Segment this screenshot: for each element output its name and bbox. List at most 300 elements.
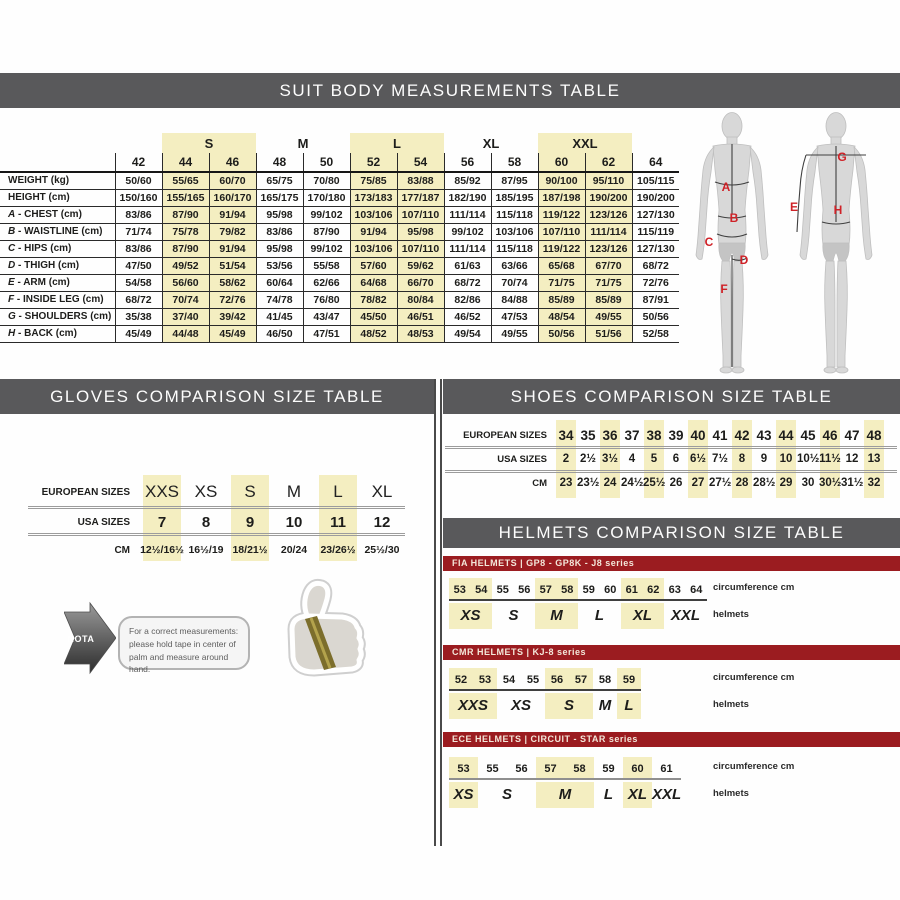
front-figure	[696, 113, 768, 374]
table-row	[0, 537, 404, 563]
row-separator	[445, 470, 897, 473]
table-cell: 45	[800, 427, 816, 443]
table-row	[0, 257, 679, 274]
table-cell: 115/118	[491, 240, 538, 257]
row-letter: H	[8, 328, 16, 339]
table-cell: 119/122	[538, 240, 585, 257]
helmet-size-value: XS	[510, 697, 531, 714]
table-cell: 12½/16½	[140, 544, 184, 556]
circumference-value: 59	[602, 763, 615, 775]
helmet-size-value: S	[545, 693, 593, 719]
table-cell: 107/110	[397, 240, 444, 257]
ruler-line	[449, 599, 707, 601]
table-cell: 182/190	[444, 189, 491, 206]
suit-table-title: SUIT BODY MEASUREMENTS TABLE	[0, 73, 900, 108]
circumference-row-label: circumference cm	[713, 582, 795, 593]
table-cell: 23/26½	[320, 544, 356, 556]
column-header: 52	[350, 153, 397, 172]
table-cell: 107/110	[538, 223, 585, 240]
circumference-row-label: circumference cm	[713, 672, 795, 683]
column-header: 42	[115, 153, 162, 172]
table-cell: 173/183	[350, 189, 397, 206]
table-cell: 87/90	[162, 240, 209, 257]
table-cell: 50/56	[632, 308, 679, 325]
column-header: 64	[632, 153, 679, 172]
row-label: EUROPEAN SIZES	[463, 429, 547, 441]
table-cell: 50/56	[538, 325, 585, 342]
size-group-header: XXL	[538, 133, 632, 153]
helmet-size-grid	[449, 668, 641, 720]
column-header: 50	[303, 153, 350, 172]
table-cell: 27½	[709, 477, 732, 489]
table-cell: 40	[690, 427, 706, 443]
table-cell: 74/78	[256, 291, 303, 308]
table-cell: 23	[559, 477, 573, 489]
circumference-value: 52	[449, 668, 473, 689]
measure-letter-hips: C	[704, 235, 714, 249]
column-header: 56	[444, 153, 491, 172]
helmet-size-value: M	[598, 697, 612, 714]
size-group-row	[0, 133, 679, 153]
table-cell: 68/72	[444, 274, 491, 291]
table-cell: 41/45	[256, 308, 303, 325]
table-cell: 43	[756, 427, 772, 443]
table-cell: 47/50	[115, 257, 162, 274]
table-cell: 65/68	[538, 257, 585, 274]
table-cell: 56/60	[162, 274, 209, 291]
row-letter: D	[8, 260, 16, 271]
table-cell: 49/52	[162, 257, 209, 274]
table-cell: 79/82	[209, 223, 256, 240]
table-cell: 27	[691, 477, 705, 489]
circumference-value: 58	[565, 757, 594, 778]
table-cell: 6	[672, 453, 680, 465]
table-cell: 67/70	[585, 257, 632, 274]
table-cell: 80/84	[397, 291, 444, 308]
table-row	[0, 172, 679, 189]
circumference-value: 57	[535, 578, 557, 599]
table-row	[0, 189, 679, 206]
column-header: 46	[209, 153, 256, 172]
table-row	[0, 291, 679, 308]
table-cell: 16½/19	[188, 544, 224, 556]
table-cell: M	[286, 482, 302, 501]
helmet-size-value: S	[508, 607, 519, 624]
table-cell: 95/98	[397, 223, 444, 240]
table-cell: 24½	[621, 477, 644, 489]
row-label: USA SIZES	[497, 453, 547, 465]
table-cell: 51/56	[585, 325, 632, 342]
table-cell: 45/49	[115, 325, 162, 342]
helmet-series-band: FIA HELMETS | GP8 - GP8K - J8 series	[443, 556, 900, 571]
table-cell: 111/114	[444, 206, 491, 223]
table-cell: 65/75	[256, 172, 303, 189]
table-cell: 103/106	[491, 223, 538, 240]
table-cell: 85/89	[585, 291, 632, 308]
table-cell: 26	[669, 477, 683, 489]
table-row	[0, 274, 679, 291]
table-cell: 78/82	[350, 291, 397, 308]
table-cell: 8	[201, 513, 211, 531]
table-cell: 99/102	[303, 240, 350, 257]
table-cell: 72/76	[632, 274, 679, 291]
table-cell: 46/50	[256, 325, 303, 342]
row-label: HEIGHT (cm)	[0, 189, 115, 206]
circumference-value: 53	[449, 578, 471, 599]
table-cell: 20/24	[280, 544, 308, 556]
table-cell: 123/126	[585, 206, 632, 223]
circumference-value: 57	[569, 668, 593, 689]
circumference-row-label: circumference cm	[713, 761, 795, 772]
circumference-value: 60	[623, 757, 652, 778]
table-cell: 32	[867, 477, 881, 489]
measure-letter-thigh: D	[739, 253, 749, 267]
measure-letter-arm: E	[789, 200, 799, 214]
helmets-table-title: HELMETS COMPARISON SIZE TABLE	[443, 518, 900, 548]
row-label: USA SIZES	[77, 516, 130, 528]
helmet-size-value: L	[617, 693, 641, 719]
table-cell: 10	[285, 513, 303, 531]
table-cell: 187/198	[538, 189, 585, 206]
table-cell: 85/92	[444, 172, 491, 189]
row-letter: F	[8, 294, 15, 305]
row-label: F - INSIDE LEG (cm)	[0, 291, 115, 308]
table-cell: 190/200	[632, 189, 679, 206]
table-cell: 87/91	[632, 291, 679, 308]
circumference-value: 57	[536, 757, 565, 778]
size-group-header: S	[162, 133, 256, 153]
table-cell: 35/38	[115, 308, 162, 325]
circumference-value: 59	[582, 584, 595, 596]
column-header-row	[0, 153, 679, 172]
table-cell: 39/42	[209, 308, 256, 325]
column-header: 58	[491, 153, 538, 172]
table-cell: 4	[628, 453, 636, 465]
table-cell: 190/200	[585, 189, 632, 206]
table-cell: 44/48	[162, 325, 209, 342]
table-cell: 127/130	[632, 206, 679, 223]
helmet-size-value: L	[594, 607, 605, 624]
circumference-value: 53	[449, 757, 478, 778]
table-cell: 123/126	[585, 240, 632, 257]
circumference-value: 55	[526, 674, 540, 686]
table-cell: 177/187	[397, 189, 444, 206]
size-group-header: M	[297, 135, 309, 151]
table-cell: 60/64	[256, 274, 303, 291]
table-cell: 38	[646, 427, 662, 443]
ruler-line	[449, 689, 641, 691]
table-cell: 57/60	[350, 257, 397, 274]
row-label: CM	[532, 477, 547, 489]
table-cell: 39	[668, 427, 684, 443]
column-header: 54	[397, 153, 444, 172]
table-cell: 70/80	[303, 172, 350, 189]
size-group-header: XL	[482, 135, 500, 151]
table-cell: 103/106	[350, 240, 397, 257]
column-header: 44	[162, 153, 209, 172]
section-divider	[434, 379, 442, 846]
table-cell: 49/54	[444, 325, 491, 342]
table-cell: 48/52	[350, 325, 397, 342]
thumbs-up-hand-icon	[262, 577, 380, 685]
table-cell: 75/85	[350, 172, 397, 189]
row-letter: E	[8, 277, 15, 288]
helmet-size-value: M	[535, 603, 578, 629]
table-cell: 25½/30	[364, 544, 400, 556]
table-cell: 46/51	[397, 308, 444, 325]
table-cell: 127/130	[632, 240, 679, 257]
circumference-value: 56	[545, 668, 569, 689]
spacer-cell	[0, 133, 115, 153]
row-label: G - SHOULDERS (cm)	[0, 308, 115, 325]
column-header: 60	[538, 153, 585, 172]
table-cell: 46/52	[444, 308, 491, 325]
table-row	[0, 240, 679, 257]
row-letter: A	[8, 209, 16, 220]
table-cell: 9	[760, 453, 768, 465]
table-cell: 160/170	[209, 189, 256, 206]
table-cell: S	[244, 482, 256, 501]
table-cell: 28	[735, 477, 749, 489]
measure-letter-inside-leg: F	[720, 282, 728, 296]
table-cell: 70/74	[491, 274, 538, 291]
helmet-size-value: XL	[623, 782, 652, 808]
table-cell: 49/55	[585, 308, 632, 325]
table-cell: 150/160	[115, 189, 162, 206]
table-cell: 91/94	[209, 240, 256, 257]
table-row	[0, 308, 679, 325]
table-cell: 13	[867, 453, 881, 465]
row-label: C - HIPS (cm)	[0, 240, 115, 257]
table-cell: 28½	[753, 477, 776, 489]
table-cell: 25½	[643, 477, 666, 489]
helmet-size-value: XXL	[652, 786, 682, 803]
row-label: WEIGHT (kg)	[0, 172, 115, 189]
table-cell: 95/110	[585, 172, 632, 189]
table-cell: 12	[845, 453, 859, 465]
table-cell: 49/55	[491, 325, 538, 342]
table-cell: 71/75	[538, 274, 585, 291]
table-cell: 68/72	[115, 291, 162, 308]
suit-size-grid	[0, 133, 679, 343]
helmets-row-label: helmets	[713, 788, 749, 799]
table-row	[0, 509, 404, 535]
table-cell: 155/165	[162, 189, 209, 206]
row-label: EUROPEAN SIZES	[41, 486, 130, 498]
table-cell: 2	[562, 453, 570, 465]
table-cell: 70/74	[162, 291, 209, 308]
table-cell: 119/122	[538, 206, 585, 223]
table-cell: 31½	[841, 477, 864, 489]
table-cell: 54/58	[115, 274, 162, 291]
table-cell: 44	[778, 427, 794, 443]
table-cell: 82/86	[444, 291, 491, 308]
table-cell: 51/54	[209, 257, 256, 274]
table-row	[443, 424, 885, 446]
table-row	[0, 206, 679, 223]
table-cell: 91/94	[350, 223, 397, 240]
circumference-value: 58	[557, 578, 579, 599]
circumference-value: 60	[604, 584, 617, 596]
circumference-value: 64	[690, 584, 703, 596]
row-letter: C	[8, 243, 16, 254]
spacer-cell	[632, 133, 679, 153]
table-cell: 10½	[797, 453, 820, 465]
row-label: B - WAISTLINE (cm)	[0, 223, 115, 240]
circumference-value: 55	[496, 584, 509, 596]
table-cell: 76/80	[303, 291, 350, 308]
table-cell: 111/114	[585, 223, 632, 240]
table-cell: 90/100	[538, 172, 585, 189]
table-cell: L	[333, 482, 343, 501]
table-cell: 7	[157, 513, 167, 531]
table-cell: 7½	[712, 453, 728, 465]
table-cell: 53/56	[256, 257, 303, 274]
table-cell: 103/106	[350, 206, 397, 223]
table-cell: 71/75	[585, 274, 632, 291]
table-cell: 46	[822, 427, 838, 443]
helmet-size-value: S	[501, 786, 512, 803]
row-label: E - ARM (cm)	[0, 274, 115, 291]
table-cell: 58/62	[209, 274, 256, 291]
table-cell: 5	[650, 453, 658, 465]
table-cell: 115/119	[632, 223, 679, 240]
helmet-size-grid	[449, 757, 681, 809]
table-cell: 83/86	[115, 206, 162, 223]
table-cell: 47/53	[491, 308, 538, 325]
circumference-value: 61	[660, 763, 673, 775]
nota-tag: NOTA	[67, 634, 95, 644]
table-cell: 83/86	[115, 240, 162, 257]
table-cell: 48/53	[397, 325, 444, 342]
spacer-cell	[0, 153, 115, 172]
table-cell: 45/49	[209, 325, 256, 342]
table-cell: 18/21½	[232, 544, 268, 556]
helmet-size-value: M	[536, 782, 594, 808]
size-group-header: L	[350, 133, 444, 153]
row-letter: G	[8, 311, 16, 322]
table-row	[0, 479, 404, 505]
table-cell: 71/74	[115, 223, 162, 240]
helmet-size-value: XXL	[670, 607, 701, 624]
table-cell: 61/63	[444, 257, 491, 274]
row-label: A - CHEST (cm)	[0, 206, 115, 223]
measure-letter-waist: B	[729, 211, 739, 225]
table-cell: 35	[580, 427, 596, 443]
circumference-value: 55	[486, 763, 499, 775]
helmet-size-value: XL	[621, 603, 664, 629]
circumference-value: 56	[515, 763, 528, 775]
table-cell: 10	[779, 453, 793, 465]
table-cell: 23½	[577, 477, 600, 489]
table-cell: 95/98	[256, 206, 303, 223]
body-measurement-figures	[684, 110, 896, 378]
helmet-size-value: XS	[449, 603, 492, 629]
table-cell: 29	[779, 477, 793, 489]
helmets-row-label: helmets	[713, 609, 749, 620]
table-cell: 55/58	[303, 257, 350, 274]
table-cell: 60/70	[209, 172, 256, 189]
table-cell: XXS	[144, 482, 180, 501]
table-cell: 115/118	[491, 206, 538, 223]
table-cell: 43/47	[303, 308, 350, 325]
row-separator	[28, 533, 405, 536]
helmet-size-value: XXS	[449, 693, 497, 719]
measure-letter-chest: A	[721, 180, 731, 194]
table-cell: 41	[712, 427, 728, 443]
row-label: H - BACK (cm)	[0, 325, 115, 342]
table-cell: 87/95	[491, 172, 538, 189]
table-cell: 72/76	[209, 291, 256, 308]
table-cell: 30½	[819, 477, 842, 489]
table-cell: 99/102	[303, 206, 350, 223]
table-cell: 111/114	[444, 240, 491, 257]
table-cell: XS	[194, 482, 218, 501]
table-cell: 91/94	[209, 206, 256, 223]
table-cell: 47/51	[303, 325, 350, 342]
column-header: 62	[585, 153, 632, 172]
circumference-value: 63	[668, 584, 681, 596]
table-cell: 11½	[819, 453, 841, 465]
table-row	[0, 325, 679, 342]
table-cell: 8	[738, 453, 746, 465]
ruler-line	[449, 778, 681, 780]
row-separator	[28, 506, 405, 509]
table-cell: 30	[801, 477, 815, 489]
table-cell: 9	[245, 513, 255, 531]
circumference-value: 53	[473, 668, 497, 689]
nota-text-box: For a correct measurements: please hold tape in center of palm and measure around hand.	[118, 616, 250, 670]
shoes-table-title: SHOES COMPARISON SIZE TABLE	[443, 379, 900, 414]
helmet-series-band: CMR HELMETS | KJ-8 series	[443, 645, 900, 660]
table-cell: 2½	[580, 453, 596, 465]
circumference-value: 54	[471, 578, 493, 599]
table-row	[443, 472, 885, 494]
column-header: 48	[256, 153, 303, 172]
helmet-series-band: ECE HELMETS | CIRCUIT - STAR series	[443, 732, 900, 747]
table-cell: 105/115	[632, 172, 679, 189]
table-cell: 36	[602, 427, 618, 443]
table-cell: 24	[603, 477, 617, 489]
circumference-value: 58	[598, 674, 612, 686]
back-figure	[790, 113, 872, 374]
table-cell: 185/195	[491, 189, 538, 206]
table-cell: 85/89	[538, 291, 585, 308]
table-cell: 84/88	[491, 291, 538, 308]
table-cell: 170/180	[303, 189, 350, 206]
gloves-comparison-table	[0, 472, 434, 572]
gloves-table-title: GLOVES COMPARISON SIZE TABLE	[0, 379, 434, 414]
table-cell: 63/66	[491, 257, 538, 274]
table-cell: 107/110	[397, 206, 444, 223]
circumference-value: 56	[518, 584, 531, 596]
table-cell: 48/54	[538, 308, 585, 325]
shoes-comparison-table	[443, 414, 900, 506]
table-cell: 62/66	[303, 274, 350, 291]
table-cell: 42	[734, 427, 750, 443]
circumference-value: 62	[643, 578, 665, 599]
table-cell: 75/78	[162, 223, 209, 240]
helmets-row-label: helmets	[713, 699, 749, 710]
helmet-size-value: L	[603, 786, 614, 803]
table-cell: 87/90	[303, 223, 350, 240]
row-label: CM	[114, 544, 130, 556]
table-cell: 37	[624, 427, 640, 443]
measure-letter-back: H	[833, 203, 843, 217]
table-cell: 68/72	[632, 257, 679, 274]
spacer-cell	[115, 133, 162, 153]
table-cell: 83/86	[256, 223, 303, 240]
